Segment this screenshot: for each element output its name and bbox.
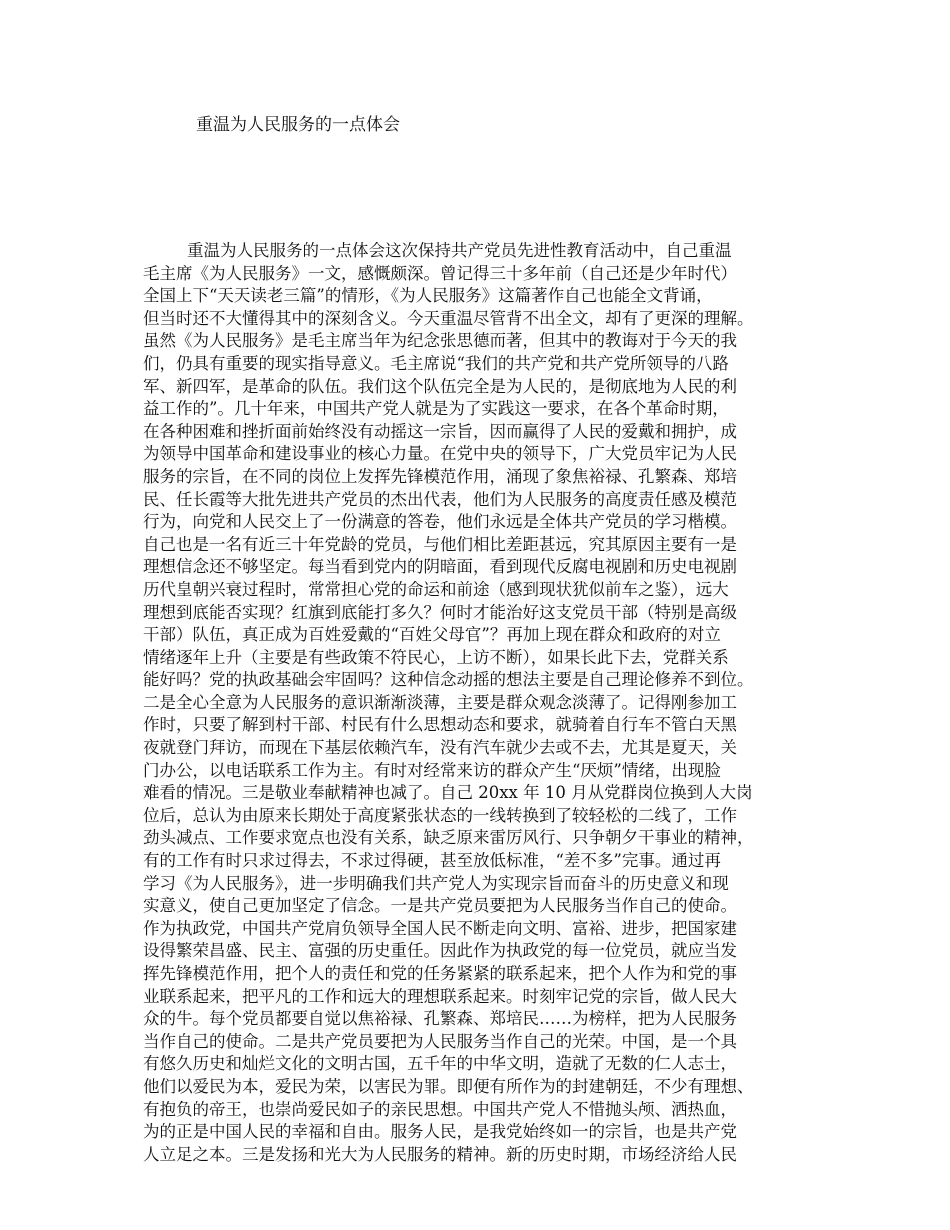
document-body xyxy=(143,240,823,1166)
body-line: 有悠久历史和灿烂文化的文明古国，五千年的中华文明，造就了无数的仁人志士， xyxy=(143,1054,737,1074)
body-line: 二是全心全意为人民服务的意识渐渐淡薄，主要是群众观念淡薄了。记得刚参加工 xyxy=(143,692,737,712)
body-line: 实意义，使自己更加坚定了信念。一是共产党员要把为人民服务当作自己的使命。 xyxy=(143,896,737,916)
body-line: 他们以爱民为本，爱民为荣，以害民为罪。即便有所作为的封建朝廷，不少有理想、 xyxy=(143,1076,754,1096)
body-line: 为的正是中国人民的幸福和自由。服务人民，是我党始终如一的宗旨，也是共产党 xyxy=(143,1122,737,1142)
body-line: 学习《为人民服务》，进一步明确我们共产党人为实现宗旨而奋斗的历史意义和现 xyxy=(143,873,729,893)
body-line: 毛主席《为人民服务》一文，感慨颇深。曾记得三十多年前（自己还是少年时代） xyxy=(143,263,737,283)
body-line: 重温为人民服务的一点体会这次保持共产党员先进性教育活动中，自己重温 xyxy=(187,241,732,260)
body-line: 干部）队伍，真正成为百姓爱戴的“百姓父母官”？再加上现在群众和政府的对立 xyxy=(143,625,721,645)
body-line: 门办公，以电话联系工作为主。有时对经常来访的群众产生“厌烦”情绪，出现脸 xyxy=(143,760,721,780)
body-line: 行为，向党和人民交上了一份满意的答卷，他们永远是全体共产党员的学习楷模。 xyxy=(143,512,737,532)
body-line: 为领导中国革命和建设事业的核心力量。在党中央的领导下，广大党员牢记为人民 xyxy=(143,444,737,464)
body-line: 人立足之本。三是发扬和光大为人民服务的精神。新的历史时期，市场经济给人民 xyxy=(143,1144,737,1164)
body-line: 们，仍具有重要的现实指导意义。毛主席说“我们的共产党和共产党所领导的八路 xyxy=(143,353,729,373)
body-line: 作时，只要了解到村干部、村民有什么思想动态和要求，就骑着自行车不管白天黑 xyxy=(143,715,737,735)
body-line: 有抱负的帝王，也崇尚爱民如子的亲民思想。中国共产党人不惜抛头颅、洒热血， xyxy=(143,1099,737,1119)
body-line: 作为执政党，中国共产党肩负领导全国人民不断走向文明、富裕、进步，把国家建 xyxy=(143,918,737,938)
body-line: 设得繁荣昌盛、民主、富强的历史重任。因此作为执政党的每一位党员，就应当发 xyxy=(143,941,737,961)
body-line: 服务的宗旨，在不同的岗位上发挥先锋模范作用，涌现了象焦裕禄、孔繁森、郑培 xyxy=(143,466,737,486)
body-line: 历代皇朝兴衰过程时，常常担心党的命运和前途（感到现状犹似前车之鉴），远大 xyxy=(143,579,729,599)
body-line: 益工作的”。几十年来，中国共产党人就是为了实践这一要求，在各个革命时期， xyxy=(143,399,729,419)
body-line: 当作自己的使命。二是共产党员要把为人民服务当作自己的光荣。中国，是一个具 xyxy=(143,1031,737,1051)
body-line: 难看的情况。三是敬业奉献精神也减了。自己 20xx 年 10 月从党群岗位换到人大岗 xyxy=(143,783,753,803)
body-line: 位后，总认为由原来长期处于高度紧张状态的一线转换到了较轻松的二线了，工作 xyxy=(143,805,737,825)
body-line: 全国上下“天天读老三篇”的情形，《为人民服务》这篇著作自己也能全文背诵， xyxy=(143,286,713,306)
body-line: 夜就登门拜访，而现在下基层依赖汽车，没有汽车就少去或不去，尤其是夏天，关 xyxy=(143,738,737,758)
body-line: 业联系起来，把平凡的工作和远大的理想联系起来。时刻牢记党的宗旨，做人民大 xyxy=(143,986,737,1006)
document-title: 重温为人民服务的一点体会 xyxy=(196,115,400,135)
body-line: 有的工作有时只求过得去，不求过得硬，甚至放低标准，“差不多”完事。通过再 xyxy=(143,851,721,871)
body-line: 在各种困难和挫折面前始终没有动摇这一宗旨，因而赢得了人民的爱戴和拥护，成 xyxy=(143,421,737,441)
body-line: 理想信念还不够坚定。每当看到党内的阴暗面，看到现代反腐电视剧和历史电视剧 xyxy=(143,557,737,577)
body-line: 但当时还不大懂得其中的深刻含义。今天重温尽管背不出全文，却有了更深的理解。 xyxy=(143,308,754,328)
body-line: 理想到底能否实现？红旗到底能打多久？何时才能治好这支党员干部（特别是高级 xyxy=(143,602,737,622)
body-line: 自己也是一名有近三十年党龄的党员，与他们相比差距甚远，究其原因主要有一是 xyxy=(143,534,737,554)
body-line: 民、任长霞等大批先进共产党员的杰出代表，他们为人民服务的高度责任感及模范 xyxy=(143,489,737,509)
body-line: 虽然《为人民服务》是毛主席当年为纪念张思德而著，但其中的教诲对于今天的我 xyxy=(143,331,737,351)
body-line: 劲头减点、工作要求宽点也没有关系，缺乏原来雷厉风行、只争朝夕干事业的精神， xyxy=(143,828,754,848)
body-line: 挥先锋模范作用，把个人的责任和党的任务紧紧的联系起来，把个人作为和党的事 xyxy=(143,964,737,983)
body-line: 能好吗？党的执政基础会牢固吗？这种信念动摇的想法主要是自己理论修养不到位。 xyxy=(143,670,754,690)
body-line: 军、新四军，是革命的队伍。我们这个队伍完全是为人民的，是彻底地为人民的利 xyxy=(143,376,737,396)
body-line: 众的牛。每个党员都要自觉以焦裕禄、孔繁森、郑培民……为榜样，把为人民服务 xyxy=(143,1009,737,1029)
body-line: 情绪逐年上升（主要是有些政策不符民心，上访不断），如果长此下去，党群关系 xyxy=(143,647,729,667)
